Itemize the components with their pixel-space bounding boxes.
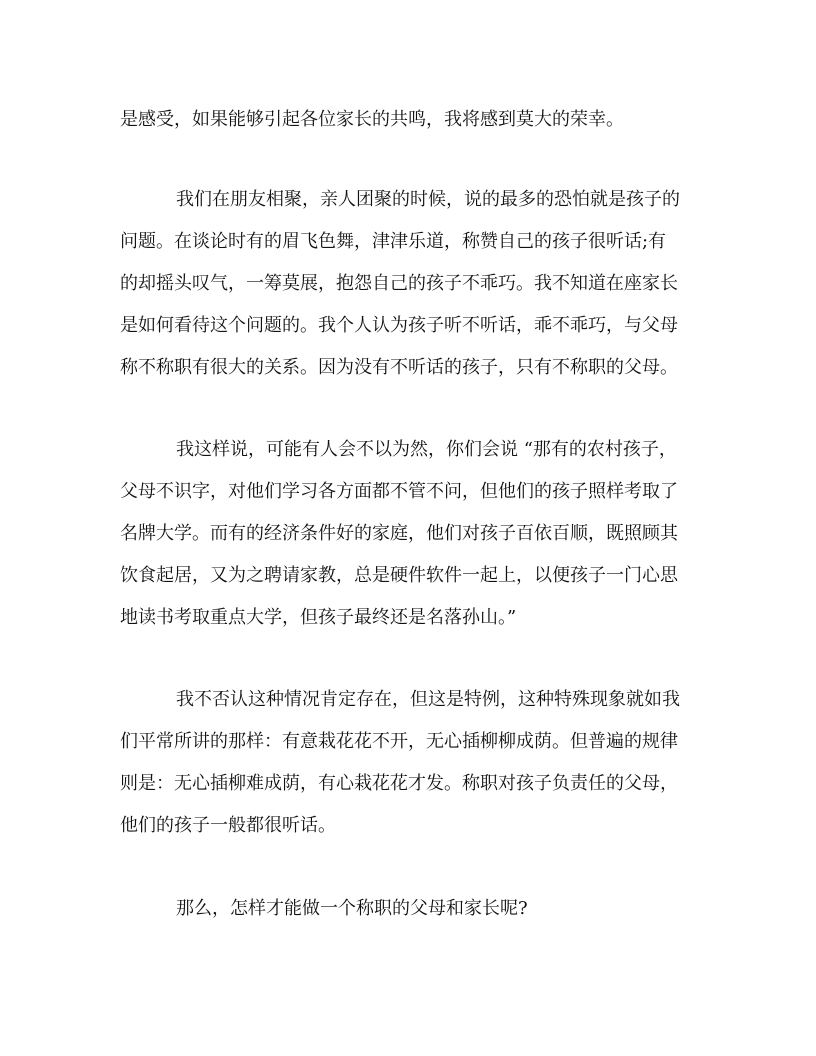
paragraph-line: 我这样说，可能有人会不以为然，你们会说 “那有的农村孩子， [176,439,677,460]
paragraph-line: 则是：无心插柳难成荫，有心栽花花才发。称职对孩子负责任的父母， [120,773,678,794]
paragraph-line: 饮食起居，又为之聘请家教，总是硬件软件一起上，以便孩子一门心思 [120,565,678,586]
paragraph-line: 我不否认这种情况肯定存在，但这是特例，这种特殊现象就如我 [176,689,680,710]
paragraph-line: 问题。在谈论时有的眉飞色舞，津津乐道，称赞自己的孩子很听话;有 [120,231,667,252]
paragraph-line: 他们的孩子一般都很听话。 [120,815,336,836]
paragraph-line: 的却摇头叹气，一筹莫展，抱怨自己的孩子不乖巧。我不知道在座家长 [120,273,678,294]
paragraph-line: 称不称职有很大的关系。因为没有不听话的孩子，只有不称职的父母。 [120,357,678,378]
paragraph-line: 那么，怎样才能做一个称职的父母和家长呢? [176,898,528,919]
paragraph-line: 是感受，如果能够引起各位家长的共鸣，我将感到莫大的荣幸。 [120,109,624,130]
paragraph-line: 父母不识字，对他们学习各方面都不管不问，但他们的孩子照样考取了 [120,481,678,502]
paragraph-line: 地读书考取重点大学，但孩子最终还是名落孙山。” [120,607,517,628]
paragraph-line: 我们在朋友相聚，亲人团聚的时候，说的最多的恐怕就是孩子的 [176,189,680,210]
paragraph-line: 名牌大学。而有的经济条件好的家庭，他们对孩子百依百顺，既照顾其 [120,523,678,544]
paragraph-line: 是如何看待这个问题的。我个人认为孩子听不听话，乖不乖巧，与父母 [120,315,678,336]
paragraph-line: 们平常所讲的那样：有意栽花花不开，无心插柳柳成荫。但普遍的规律 [120,731,678,752]
